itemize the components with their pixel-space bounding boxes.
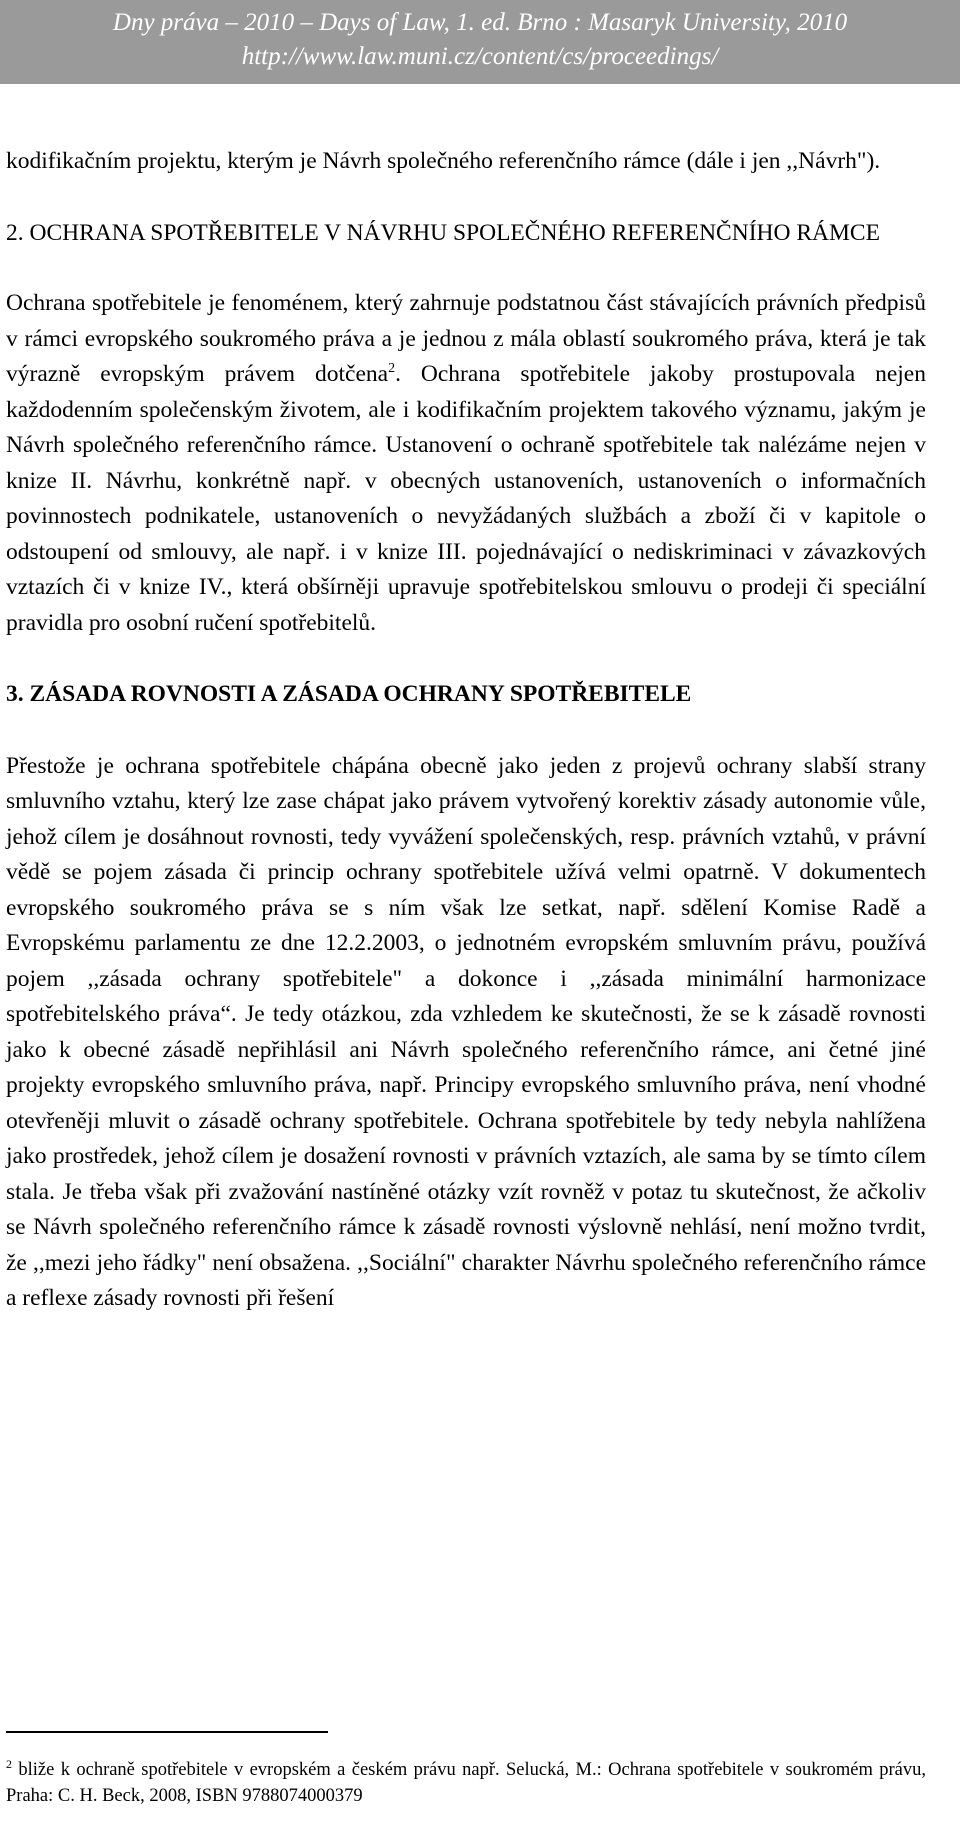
continuation-paragraph: kodifikačním projektu, kterým je Návrh společného referenčního rámce (dále i jen ,,Návrh").	[6, 148, 881, 174]
footnote	[6, 1757, 926, 1809]
footnote-reference: 2	[388, 361, 396, 377]
page-header	[0, 0, 960, 84]
footnote-separator	[6, 1731, 328, 1733]
section-heading-2: 2. OCHRANA SPOTŘEBITELE V NÁVRHU SPOLEČNÉHO REFERENČNÍHO RÁMCE	[6, 219, 880, 246]
section-heading-3: 3. ZÁSADA ROVNOSTI A ZÁSADA OCHRANY SPOTŘEBITELE	[6, 681, 692, 707]
footnote-text: bliže k ochraně spotřebitele v evropském a českém právu např. Selucká, M.: Ochrana spotřebitele v soukromém právu, Praha: C. H. Beck, 2008, ISBN 9788074000379	[6, 1760, 926, 1806]
header-proceedings-url: http://www.law.muni.cz/content/cs/proceedings/	[241, 43, 719, 70]
paragraph-text-part1: Ochrana spotřebitele je fenoménem, který zahrnuje podstatnou část stávajících právních předpisů v rámci evropského soukromého práva a je jednou z mála oblastí soukromého práva, která je tak výrazně evropským právem dotčena	[6, 290, 926, 387]
footnote-number: 2	[6, 1756, 12, 1771]
header-proceedings-title: Dny práva – 2010 – Days of Law, 1. ed. Brno : Masaryk University, 2010	[112, 9, 848, 36]
paragraph-equality-principle: Přestože je ochrana spotřebitele chápána obecně jako jeden z projevů ochrany slabší strany smluvního vztahu, který lze zase chápat jako právem vytvořený korektiv zásady autonomie vůle, jehož cílem je dosáhnout rovnosti, tedy vyvážení společenských, resp. právních vztahů, v právní vědě se pojem zásada či princip ochrany spotřebitele užívá velmi opatrně. V dokumentech evropského soukromého práva se s ním však lze setkat, např. sdělení Komise Radě a Evropskému parlamentu ze dne 12.2.2003, o jednotném evropském smluvním právu, používá pojem ,,zásada ochrany spotřebitele" a dokonce i ,,zásada minimální harmonizace spotřebitelského práva“. Je tedy otázkou, zda vzhledem ke skutečnosti, že se k zásadě rovnosti jako k obecné zásadě nepřihlásil ani Návrh společného referenčního rámce, ani četné jiné projekty evropského smluvního práva, např. Principy evropského smluvního práva, není vhodné otevřeněji mluvit o zásadě ochrany spotřebitele. Ochrana spotřebitele by tedy nebyla nahlížena jako prostředek, jehož cílem je dosažení rovnosti v právních vztazích, ale sama by se tímto cílem stala. Je třeba však při zvažování nastíněné otázky vzít rovněž v potaz tu skutečnost, že ačkoliv se Návrh společného referenčního rámce k zásadě rovnosti výslovně nehlásí, není možno tvrdit, že ,,mezi jeho řádky" není obsažena. ,,Sociální" charakter Návrhu společného referenčního rámce a reflexe zásady rovnosti při řešení	[6, 752, 926, 1311]
paragraph-text-part2: . Ochrana spotřebitele jakoby prostupovala nejen každodenním společenským životem, ale i kodifikačním projektem takového významu, jakým je Návrh společného referenčního rámce. Ustanovení o ochraně spotřebitele tak nalézáme nejen v knize II. Návrhu, konkrétně např. v obecných ustanoveních, ustanoveních o informačních povinnostech podnikatele, ustanoveních o nevyžádaných službách a zboží či v kapitole o odstoupení od smlouvy, ale např. i v knize III. pojednávající o nediskriminaci v závazkových vztazích či v knize IV., která obšírněji upravuje spotřebitelskou smlouvu o prodeji či speciální pravidla pro osobní ručení spotřebitelů.	[6, 361, 926, 636]
document-body	[6, 144, 926, 1317]
paragraph-consumer-protection	[6, 286, 926, 641]
